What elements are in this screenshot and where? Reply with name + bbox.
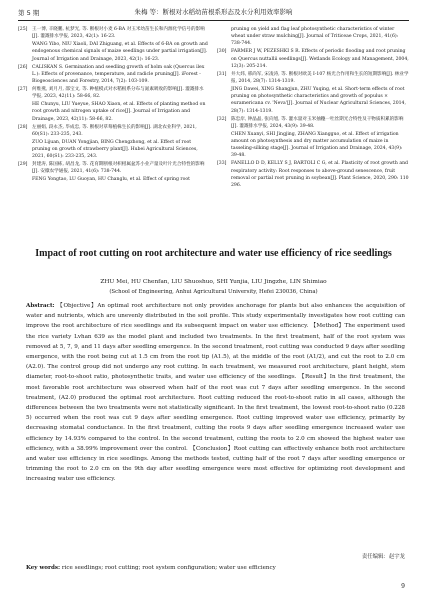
reference-entry [217,26,409,48]
reference-text: FENG Yongtao, LU Guoyan, HU Changlu, et al. Effect of spring root [32,177,190,183]
references-right-column [217,26,409,190]
reference-text: 封建涛, 陈国栋, 胡昌龙, 等. 花育期断根对枳柑属盆苏小业产量及叶片光合特性的影响[J]. 安徽农学通报, 2021, 41(6): 738-744. [32,162,205,175]
affiliation: (School of Engineering, Anhui Agricultural University, Hefei 230036, China) [109,289,318,295]
reference-text: FARMER J W, PEZESHKI S R. Effects of periodic flooding and root pruning on Quercus nuttallii seedlings[J]. Wetlands Ecology and Management, 2004, 12(3): 205-214. [231,49,409,69]
reference-text: CALISKAN S. Germination and seedling growth of holm oak (Quercus ilex L.): Effects of provenance, temperature, and radicle pruning[J]. iForest - Biogeosciences and Forestry, 2014, 7(2): 103-109. [32,64,205,85]
reference-entry [18,86,208,100]
abstract [26,301,405,485]
reference-number [18,41,32,63]
reference-number: [33] [217,161,227,167]
reference-number: [30] [217,49,227,55]
keywords-text: rice seedlings; root cutting; root system configuration; water use efficiency [61,565,276,571]
reference-entry [18,139,208,161]
reference-text: 陈忠岸, 钟晶晶, 张向旭, 等. 灌水量对玉米抽穗一吐丝期光合特性及干物质积累的影响[J]. 灌溉排水学报, 2024, 43(9): 39-48. [231,116,404,129]
reference-number [18,139,32,161]
reference-number: [31] [217,71,227,77]
author-list: ZHU Mei, HU Chenfan, LIU Shuoshuo, SHI Yunjia, LIU Jingzhe, LIN Shimiao [100,279,327,285]
reference-number: [25] [18,27,28,32]
running-title: 朱梅 等：断根对水稻幼苗根系形态及水分利用效率影响 [134,8,293,16]
reference-number [217,131,231,160]
keywords-label: Key words: [26,565,61,571]
reference-entry [217,48,409,70]
abstract-text: 【Objective】An optimal root architecture not only provides anchorage for plants but also enhances the acquisition of water and nutrients, which are unevenly distributed in the soil profile. This study experimentally investigates how root cutting can improve the root architecture of rice seedlings and its subsequent impact on water use efficiency. 【Method】The experiment used the rice variety Lvhan 639 as the model plant and included two treatments. In the first treatment, half of the root system was removed at 5, 7, 9, and 11 days after seedling emergence. In the second treatment, root cutting was conducted 9 days after seedling emergence, with the root being cut at 1.5 cm from the root tip (A1.5), at the middle of the root (A1/2), and cut the root to 2.0 cm (A2.0). The control group did not undergo any root cutting. In each treatment, we measured root architecture, plant height, stem diameter, root-to-shoot ratio, photosynthetic traits, and water use efficiency of the seedlings. 【Result】In the first treatment, the most favorable root architecture was observed when half of the root was cut 7 days after seedling emergence. In the second treatment, (A2.0) produced the optimal root architecture. Root cutting reduced the root-to-shoot ratio in all cases, although the differences between the two treatments were not statistically significant. In the first treatment, the lowest root-to-shoot ratio (0.228 5) occurred when the root was cut 9 days after seedling emergence. Root cutting improved water use efficiency, primarily by decreasing stomatal conductance. In the first treatment, cutting the roots 9 days after seedling emergence increased water use efficiency by 14.93% compared to the control. In the second treatment, cutting the roots to 2.0 cm showed the highest water use efficiency, with a 38.99% improvement over the control. 【Conclusion】Root cutting can effectively enhance both root architecture and water use efficiency in rice seedlings. Among the methods tested, cutting half of the root 7 days after seedling emergence or trimming the root to 2.0 cm on the 9th day after seedling emergence were most effective for optimizing root development and increasing water use efficiency. [26,303,405,483]
reference-text: 左丽娟, 段永杰, 毕成忠, 等. 断根对草莓植株生长的影响[J]. 湖北农业科学, 2021, 60(S1): 233-235, 243. [32,124,197,137]
reference-entry [18,26,208,40]
reference-text: FANELLO D D, KELLY S J, BARTOLI C G, et al. Plasticity of root growth and respiratory activity: Root responses to above-ground senescence, fruit removal or partial root pruning in soybean[J]. Plant Science, 2020, 290: 110 296. [231,161,409,189]
reference-number: [32] [217,116,227,122]
reference-number: [28] [18,124,28,130]
reference-entry [18,41,208,63]
reference-number [18,176,32,183]
reference-text: JING Dawei, XING Shangjun, ZHU Yuqing, et al. Short-term effects of root pruning on photosynthetic characteristics and growth of populus × euramericana cv. 'Neva'[J]. Journal of Nuclear Agricultural Sciences, 2014, 28(7): 1314-1319. [231,87,406,114]
page-number: 9 [401,583,405,590]
references-section [18,26,409,234]
reference-number: [29] [18,162,28,168]
abstract-label: Abstract: [26,303,55,309]
editor-credit: 责任编辑：赵宇龙 [361,554,405,560]
reference-number [18,101,32,123]
reference-entry [18,101,208,123]
issue-number: 第 5 期 [18,9,40,17]
reference-entry [18,124,208,138]
reference-text: 何维燕, 刘月月, 邵宝文, 等. 种植模式对水稻根系分布与氮素吸收的影响[J]. 灌溉排水学报, 2023, 42(11): 58-66, 82. [32,87,204,100]
references-left-column [18,26,208,184]
reference-text: ZUO Lijuan, DUAN Yongjian, BING Chengzhong, et al. Effect of root pruning on growth of strawberry plant[J]. Hubei Agricultural Sciences, 2021, 60(S1): 233-235, 243. [32,139,198,160]
reference-entry [217,131,409,160]
reference-number: [27] [18,87,28,93]
reference-text: CHEN Xuanyi, SHI Jingjing, ZHANG Xiangguo, et al. Effect of irrigation amount on photosynthesis and dry matter accumulation of maize in tasseling-silking stage[J]. Journal of Irrigation and Drainage, 2024, 43(9): 39-48. [231,131,403,159]
reference-entry [217,71,409,85]
reference-entry [18,176,208,183]
reference-entry [18,161,208,175]
reference-text: 井大炜, 邢尚军, 宋凌涛, 等. 断根对欧美 I-107 杨光合作用和生长的短期影响[J]. 林业学报, 2014, 28(7): 1314-1319. [231,71,409,85]
reference-entry [217,160,409,189]
keywords [26,564,405,573]
reference-number [217,26,231,48]
reference-number: [26] [18,64,28,70]
header-rule [18,20,409,21]
reference-text: WANG Yibo, NIU Xiaoli, DAI Zhiguang, et al. Effects of 6-BA on growth and endogenous chemical signals of maize seedlings under partial irrigation[J]. Journal of Irrigation and Drainage, 2023, 42(1): 16-23. [32,42,208,62]
reference-text: HE Chunyu, LIU Yueyue, SHAO Xiaon, et al. Effects of planting method on root growth and nitrogen uptake of rice[J]. Journal of Irrigation and Drainage, 2023, 42(11): 58-66, 82. [32,102,206,122]
reference-text: pruning on yield and flag leaf photosynthetic characteristics of winter wheat under straw mulching[J]. Journal of Triticeae Crops, 2021, 41(6): 738-744. [231,27,399,47]
reference-number [217,86,231,115]
page-header [18,5,409,21]
article-title: Impact of root cutting on root architecture and water use efficiency of rice seedlings [35,248,392,259]
reference-entry [217,116,409,130]
reference-entry [217,86,409,115]
reference-text: 王一博, 辛晓鹏, 杭梦光, 等. 断根对小麦 6-BA 对玉米幼苗生长和内源化学信号的影响[J]. 灌溉排水学报, 2023, 42(1): 16-23. [32,27,205,40]
reference-entry [18,64,208,86]
